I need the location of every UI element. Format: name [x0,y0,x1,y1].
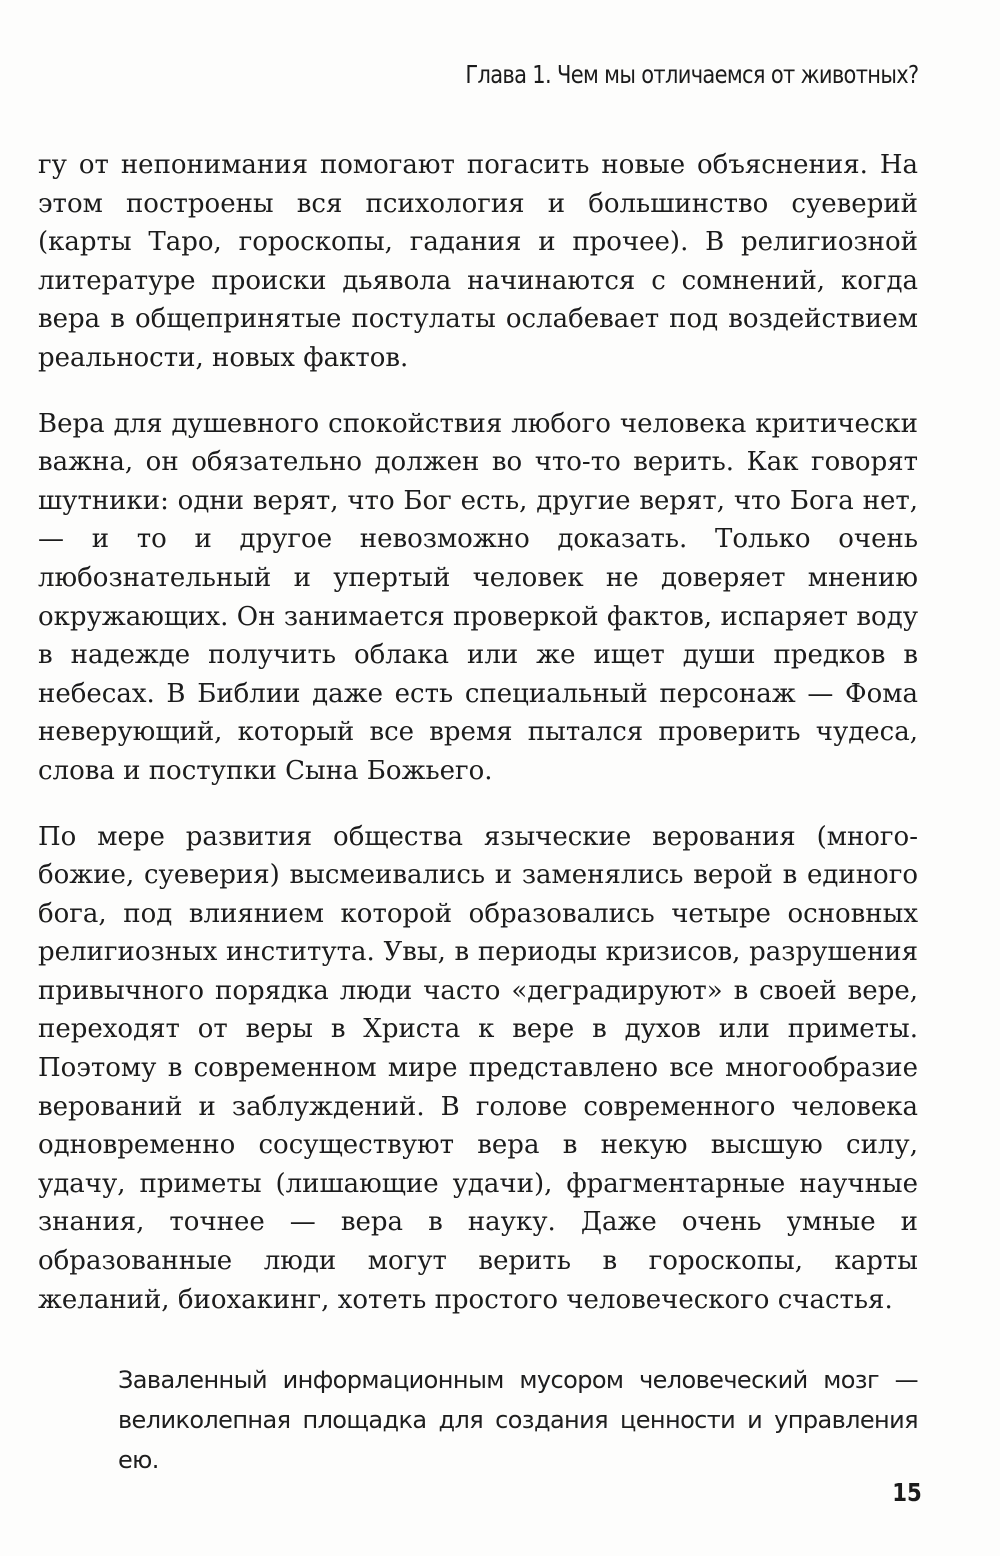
paragraph-2: Вера для душевного спокойствия любого человека критически важна, он обязательно должен во что-то верить. Как говорят шутники: одни верят, что Бог есть, другие верят, что Бога нет, — и то и другое невозможно доказать. Только очень любознательный и упертый человек не доверяет мнению окружающих. Он занимается проверкой фактов, испаряет воду в надежде получить облака или же ищет души предков в небесах. В Библии даже есть специальный персонаж — Фома неверующий, который все время пытался проверить чудеса, слова и поступки Сына Божьего. [38,408,918,786]
body-text [38,146,918,1346]
running-header: Глава 1. Чем мы отличаемся от животных? [464,60,918,89]
paragraph-3: По мере развития общества языческие верования (многобожие, суеверия) высмеивались и заменялись верой в единого бога, под влиянием которой образовались четыре основных религиозных института. Увы, в периоды кризисов, разрушения привычного порядка люди часто «деградируют» в своей вере, переходят от веры в Христа к вере в духов или приметы. Поэтому в современном мире представлено все многообразие верований и заблуждений. В голове современного человека одновременно сосуществуют вера в некую высшую силу, удачу, приметы (лишающие удачи), фрагментарные научные знания, точнее — вера в науку. Даже очень умные и образованные люди могут верить в гороскопы, карты желаний, биохакинг, хотеть простого человеческого счастья. [38,821,918,1315]
pull-quote [118,1360,918,1480]
paragraph-1: гу от непонимания помогают погасить новые объяснения. На этом построены вся психология и большинство суеверий (карты Таро, гороскопы, гадания и прочее). В религиозной литературе происки дьявола начинаются с сомнений, когда вера в общепринятые постулаты ослабевает под воздействием реальности, новых фактов. [38,150,918,373]
page-number: 15 [892,1478,922,1507]
pull-quote-text: Заваленный информационным мусором человеческий мозг — великолепная площадка для создания ценности и управления ею. [118,1366,918,1474]
